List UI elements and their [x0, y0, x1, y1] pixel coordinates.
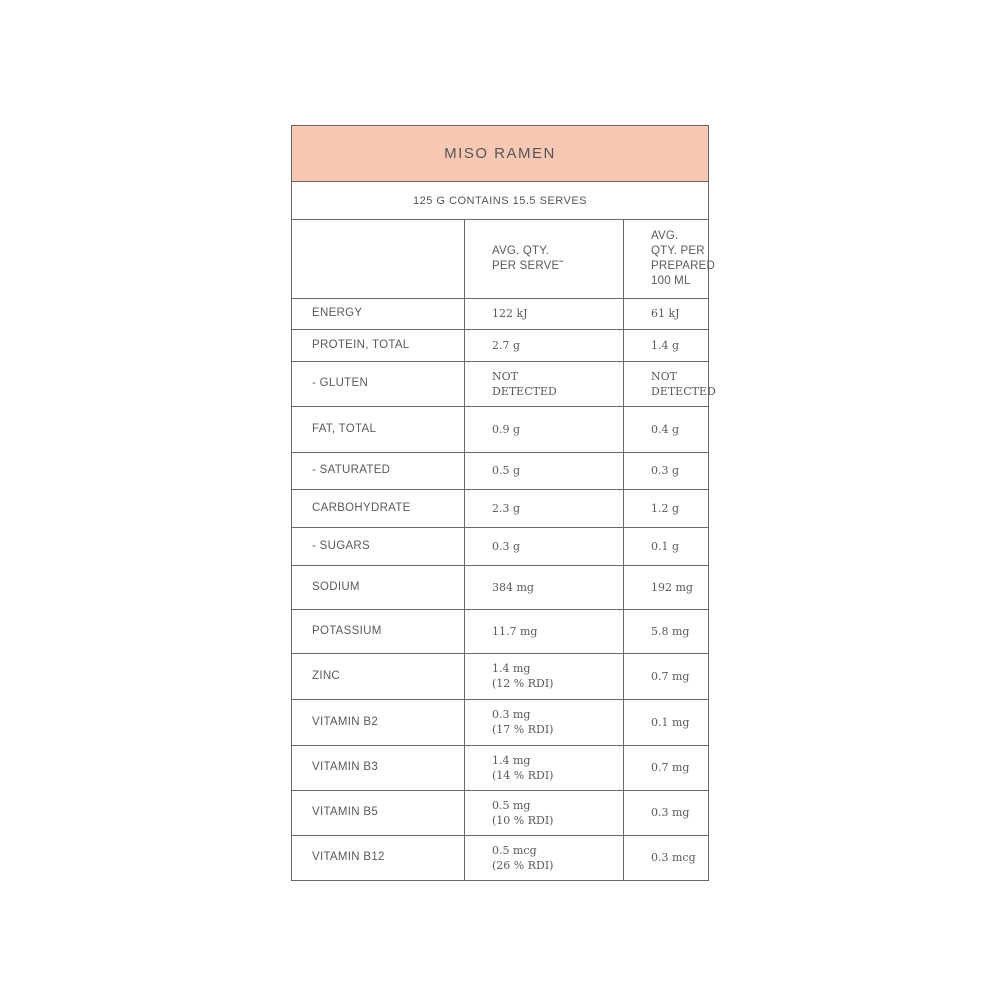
- per-serve-value: [465, 790, 624, 835]
- nutrient-name: VITAMIN B12: [292, 835, 465, 880]
- per-serve-value: [465, 298, 624, 329]
- per-serve-value: [465, 745, 624, 790]
- header-per-100ml: [624, 220, 716, 298]
- per-serve-value: [465, 406, 624, 452]
- nutrient-name: SODIUM: [292, 565, 465, 609]
- table-row: [292, 329, 708, 361]
- per-100ml-line: 0.7 mg: [651, 761, 690, 774]
- per-100ml-line: NOT: [651, 369, 677, 383]
- per-100ml-value: [624, 406, 709, 452]
- per-100ml-value: [624, 790, 709, 835]
- per-serve-value: [465, 609, 624, 653]
- per-serve-line: DETECTED: [492, 384, 557, 398]
- table-row: [292, 361, 708, 406]
- nutrition-panel: [291, 125, 716, 881]
- per-100ml-line: 1.2 g: [651, 501, 680, 515]
- per-serve-line: 0.9 g: [492, 422, 521, 436]
- per-serve-line: (12 % RDI): [492, 677, 554, 690]
- per-serve-line: 0.5 g: [492, 464, 521, 477]
- per-serve-line: 122 kJ: [492, 307, 528, 320]
- header-nutrient: [292, 220, 465, 298]
- per-serve-value: [465, 329, 624, 361]
- per-serve-value: [465, 452, 624, 489]
- header-per-100ml-line: QTY. PER: [651, 244, 705, 257]
- per-100ml-value: [624, 298, 709, 329]
- nutrient-name: CARBOHYDRATE: [292, 489, 465, 527]
- per-serve-value: [465, 489, 624, 527]
- nutrient-name: - GLUTEN: [292, 361, 465, 406]
- header-per-serve: [465, 220, 624, 298]
- per-100ml-value: [624, 609, 709, 653]
- per-serve-line: 384 mg: [492, 580, 534, 594]
- table-row: [292, 835, 708, 880]
- per-100ml-line: 0.7 mg: [651, 669, 690, 683]
- nutrition-table: [292, 220, 716, 880]
- per-100ml-line: 0.3 mg: [651, 806, 690, 819]
- per-serve-line: 0.5 mcg: [492, 843, 537, 857]
- header-per-100ml-line: AVG.: [651, 229, 679, 242]
- per-100ml-line: DETECTED: [651, 384, 716, 398]
- per-serve-line: NOT: [492, 369, 518, 383]
- per-serve-value: [465, 653, 624, 699]
- per-serve-line: 1.4 mg: [492, 753, 531, 767]
- per-serve-line: 0.3 mg: [492, 708, 531, 721]
- per-serve-value: [465, 835, 624, 880]
- per-100ml-line: 0.4 g: [651, 422, 680, 436]
- nutrient-name: PROTEIN, TOTAL: [292, 329, 465, 361]
- table-row: [292, 406, 708, 452]
- per-serve-line: (10 % RDI): [492, 813, 554, 827]
- per-serve-line: 2.3 g: [492, 501, 521, 515]
- table-row: [292, 699, 708, 745]
- per-100ml-line: 1.4 g: [651, 338, 680, 352]
- nutrient-name: ZINC: [292, 653, 465, 699]
- header-per-100ml-line: 100 ML: [651, 274, 691, 287]
- nutrient-name: VITAMIN B5: [292, 790, 465, 835]
- per-serve-line: 11.7 mg: [492, 624, 538, 638]
- nutrient-name: - SUGARS: [292, 527, 465, 565]
- per-100ml-value: [624, 489, 709, 527]
- per-serve-value: [465, 565, 624, 609]
- per-100ml-value: [624, 653, 709, 699]
- per-100ml-value: [624, 361, 716, 406]
- header-per-serve-line: PER SERVE˜: [492, 259, 564, 272]
- per-100ml-value: [624, 565, 709, 609]
- per-serve-value: [465, 361, 624, 406]
- nutrient-name: VITAMIN B3: [292, 745, 465, 790]
- nutrient-name: FAT, TOTAL: [292, 406, 465, 452]
- nutrient-name: VITAMIN B2: [292, 699, 465, 745]
- per-serve-line: 0.5 mg: [492, 798, 531, 812]
- per-serve-line: 2.7 g: [492, 338, 521, 352]
- per-100ml-value: [624, 329, 709, 361]
- per-serve-line: (17 % RDI): [492, 723, 554, 736]
- product-title: MISO RAMEN: [292, 126, 708, 182]
- table-row: [292, 565, 708, 609]
- per-100ml-value: [624, 527, 709, 565]
- per-serve-value: [465, 699, 624, 745]
- per-100ml-line: 0.3 g: [651, 464, 680, 477]
- table-row: [292, 489, 708, 527]
- per-100ml-value: [624, 452, 709, 489]
- table-row: [292, 452, 708, 489]
- table-row: [292, 609, 708, 653]
- table-row: [292, 298, 708, 329]
- per-serve-line: (14 % RDI): [492, 768, 554, 782]
- per-serve-line: 1.4 mg: [492, 662, 531, 675]
- nutrient-name: - SATURATED: [292, 452, 465, 489]
- per-100ml-line: 192 mg: [651, 580, 693, 594]
- per-serve-line: (26 % RDI): [492, 858, 554, 872]
- table-row: [292, 653, 708, 699]
- nutrient-name: POTASSIUM: [292, 609, 465, 653]
- table-row: [292, 745, 708, 790]
- per-100ml-line: 61 kJ: [651, 307, 680, 320]
- per-100ml-value: [624, 745, 709, 790]
- table-row: [292, 790, 708, 835]
- header-per-serve-line: AVG. QTY.: [492, 244, 549, 257]
- table-header-row: [292, 220, 708, 298]
- nutrient-name: ENERGY: [292, 298, 465, 329]
- header-per-100ml-line: PREPARED: [651, 259, 716, 272]
- per-100ml-line: 5.8 mg: [651, 624, 690, 638]
- per-100ml-value: [624, 835, 709, 880]
- per-100ml-value: [624, 699, 709, 745]
- serves-info: 125 G CONTAINS 15.5 SERVES: [292, 182, 708, 220]
- per-100ml-line: 0.1 mg: [651, 715, 690, 729]
- table-row: [292, 527, 708, 565]
- per-100ml-line: 0.1 g: [651, 539, 680, 553]
- per-100ml-line: 0.3 mcg: [651, 851, 696, 865]
- per-serve-line: 0.3 g: [492, 539, 521, 553]
- per-serve-value: [465, 527, 624, 565]
